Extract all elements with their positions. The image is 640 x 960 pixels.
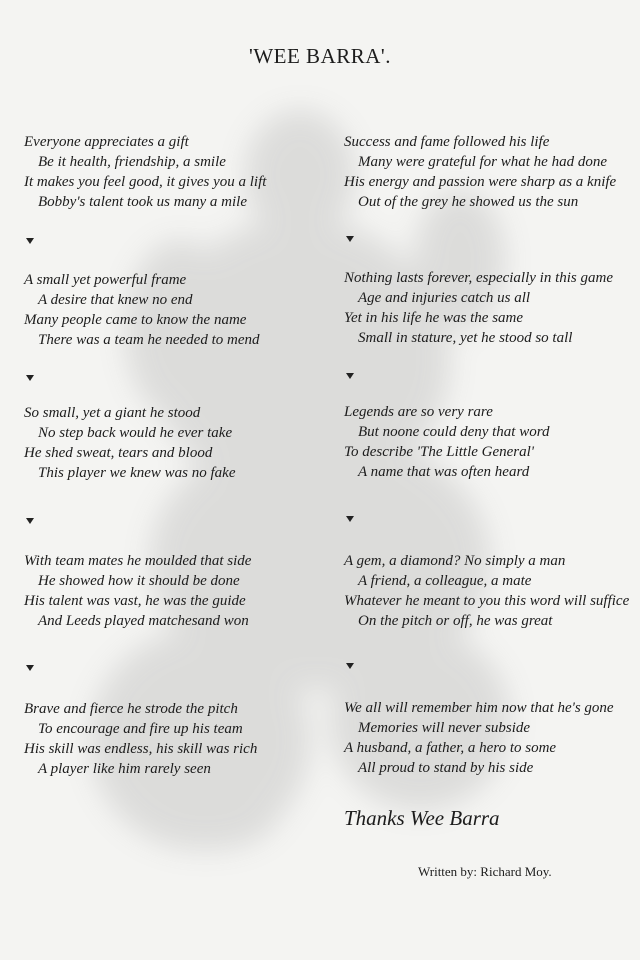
poem-line: There was a team he needed to mend — [38, 332, 260, 348]
poem-title: 'WEE BARRA'. — [249, 44, 391, 68]
poem-line: Brave and fierce he strode the pitch — [24, 701, 238, 717]
poem-line: A gem, a diamond? No simply a man — [344, 553, 566, 569]
poem-line: His skill was endless, his skill was rich — [24, 741, 258, 757]
poem-line: Bobby's talent took us many a mile — [38, 194, 248, 210]
arrow-down-icon — [26, 375, 34, 381]
stanza — [24, 403, 235, 483]
arrow-down-icon — [346, 236, 354, 242]
stanza — [344, 551, 629, 631]
poem-line: Out of the grey he showed us the sun — [358, 194, 579, 210]
poem-line: Yet in his life he was the same — [344, 310, 524, 326]
poem-line: Many people came to know the name — [24, 312, 247, 328]
arrow-down-icon — [26, 518, 34, 524]
poem-line: On the pitch or off, he was great — [358, 613, 553, 629]
arrow-down-icon — [346, 373, 354, 379]
poem-line: We all will remember him now that he's gone — [344, 700, 614, 716]
arrow-down-icon — [346, 516, 354, 522]
poem-line: A desire that knew no end — [38, 292, 193, 308]
stanza — [344, 132, 616, 212]
arrow-down-icon — [346, 663, 354, 669]
poem-line: And Leeds played matchesand won — [38, 613, 249, 629]
poem-line: He shed sweat, tears and blood — [24, 445, 213, 461]
arrow-down-icon — [26, 238, 34, 244]
stanza — [344, 268, 613, 348]
poem-line: Be it health, friendship, a smile — [38, 154, 226, 170]
poem-line: Nothing lasts forever, especially in this game — [344, 270, 613, 286]
poem-line: His energy and passion were sharp as a knife — [344, 174, 617, 190]
poem-line: Small in stature, yet he stood so tall — [358, 330, 573, 346]
poem-line: Success and fame followed his life — [344, 134, 550, 150]
poem-line: Many were grateful for what he had done — [358, 154, 607, 170]
poem-line: To encourage and fire up his team — [38, 721, 243, 737]
poem-line: A friend, a colleague, a mate — [358, 573, 532, 589]
poem-line: It makes you feel good, it gives you a lift — [24, 174, 267, 190]
poem-line: Legends are so very rare — [344, 404, 493, 420]
stanza — [344, 402, 550, 482]
poem-line: A small yet powerful frame — [24, 272, 187, 288]
poem-line: Age and injuries catch us all — [358, 290, 531, 306]
poem-line: Everyone appreciates a gift — [24, 134, 189, 150]
poem-line: To describe 'The Little General' — [344, 444, 535, 460]
poem-line: Memories will never subside — [358, 720, 531, 736]
closing-line: Thanks Wee Barra — [344, 806, 500, 830]
poem-line: Whatever he meant to you this word will suffice — [344, 593, 630, 609]
poem-line: So small, yet a giant he stood — [24, 405, 201, 421]
stanza — [24, 270, 259, 350]
poem-line: All proud to stand by his side — [358, 760, 534, 776]
arrow-down-icon — [26, 665, 34, 671]
poem-line: This player we knew was no fake — [38, 465, 236, 481]
poem-line: He showed how it should be done — [38, 573, 240, 589]
poem-line: A husband, a father, a hero to some — [344, 740, 557, 756]
poem-line: His talent was vast, he was the guide — [24, 593, 246, 609]
stanza — [24, 132, 266, 212]
poem-line: With team mates he moulded that side — [24, 553, 252, 569]
stanza — [24, 699, 257, 779]
author-credit: Written by: Richard Moy. — [418, 864, 552, 879]
poem-line: A name that was often heard — [358, 464, 530, 480]
stanza — [24, 551, 251, 631]
poem-line: No step back would he ever take — [38, 425, 233, 441]
poem-line: A player like him rarely seen — [38, 761, 211, 777]
stanza — [344, 698, 614, 778]
poem-line: But noone could deny that word — [358, 424, 550, 440]
